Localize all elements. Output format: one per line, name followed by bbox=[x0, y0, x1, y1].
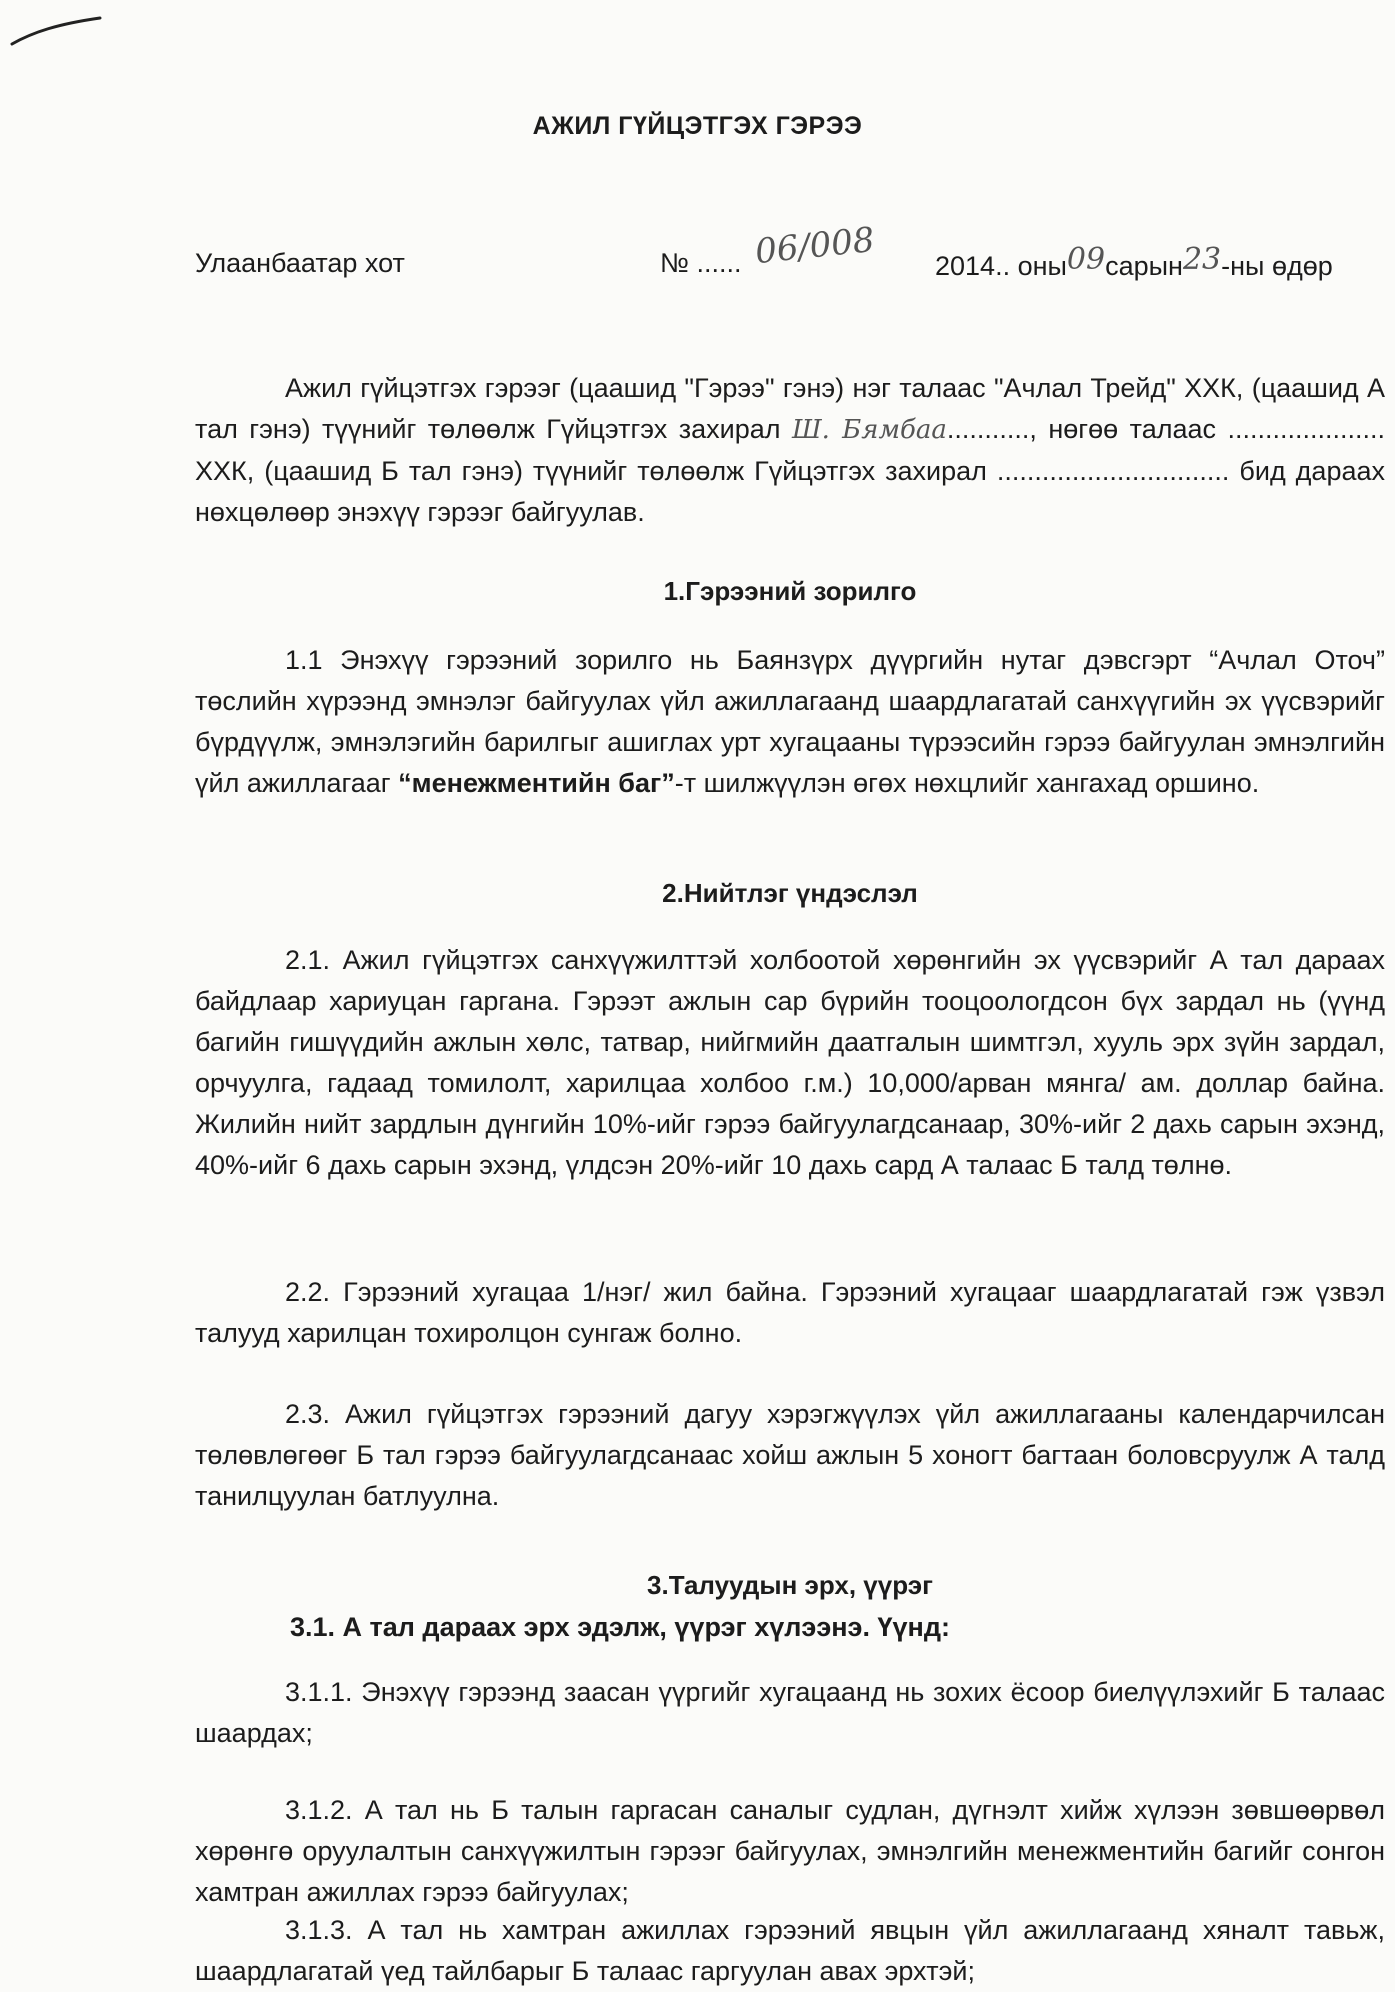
contract-number bbox=[660, 248, 741, 279]
paragraph-3-1-3-text: 3.1.3. А тал нь хамтран ажиллах гэрээний явцын үйл ажиллагаанд хяналт тавьж, шаардлагатай үед тайлбарыг Б талаас гаргуулан авах эрхтэй; bbox=[195, 1915, 1385, 1986]
paragraph-2-3-text: 2.3. Ажил гүйцэтгэх гэрээний дагуу хэрэгжүүлэх үйл ажиллагааны календарчилсан төлөвлөгөөг Б тал гэрээ байгуулагдсанаас хойш ажлын 5 хоногт багтаан боловсруулж А талд танилцуулан батлуулна. bbox=[195, 1399, 1385, 1511]
section-1-bold-text: “менежментийн баг” bbox=[398, 768, 675, 798]
intro-paragraph bbox=[195, 368, 1385, 533]
paragraph-3-1-1-text: 3.1.1. Энэхүү гэрээнд заасан үүргийг хугацаанд нь зохих ёсоор биелүүлэхийг Б талаас шаардах; bbox=[195, 1677, 1385, 1748]
paragraph-2-2-text: 2.2. Гэрээний хугацаа 1/нэг/ жил байна. Гэрээний хугацааг шаардлагатай гэж үзвэл талууд харилцан тохиролцон сунгаж болно. bbox=[195, 1277, 1385, 1348]
date-month-word: сарын bbox=[1105, 251, 1183, 281]
paragraph-2-2 bbox=[195, 1272, 1385, 1354]
paragraph-3-1-1 bbox=[195, 1672, 1385, 1754]
paragraph-2-1 bbox=[195, 940, 1385, 1186]
intro-text-1: Ажил гүйцэтгэх гэрээг (цаашид "Гэрээ" гэнэ) нэг талаас "Ачлал Трейд" ХХК, (цаашид А тал гэнэ) түүнийг төлөөлж Гүйцэтгэх захирал bbox=[195, 373, 1385, 444]
section-1-text-end: -т шилжүүлэн өгөх нөхцлийг хангахад оршино. bbox=[674, 768, 1260, 798]
section-1-heading: 1.Гэрээний зорилго bbox=[663, 576, 917, 606]
number-prefix: № ...... bbox=[660, 248, 742, 278]
dateline bbox=[195, 219, 1385, 288]
section-1-text: 1.1 Энэхүү гэрээний зорилго нь Баянзүрх дүүргийн нутаг дэвсгэрт “Ачлал Оточ” төслийн хүрээнд эмнэлэг байгуулах үйл ажиллагаанд шаардлагатай санхүүгийн эх үүсвэрийг бүрдүүлж, эмнэлэгийн барилгыг ашиглах урт хугацааны түрээсийн гэрээ байгуулан эмнэлгийн үйл ажиллагааг bbox=[195, 645, 1385, 798]
paragraph-3-1-2 bbox=[195, 1790, 1385, 1913]
city-label: Улаанбаатар хот bbox=[195, 248, 405, 278]
handwritten-month: 09 bbox=[1066, 242, 1106, 277]
section-3-1-subheading: 3.1. А тал дараах эрх эдэлж, үүрэг хүлээнэ. Үүнд: bbox=[290, 1612, 950, 1642]
contract-date bbox=[935, 242, 1333, 283]
section-3-heading: 3.Талуудын эрх, үүрэг bbox=[647, 1570, 933, 1600]
section-1-paragraph bbox=[195, 640, 1385, 804]
handwritten-number: 06/008 bbox=[753, 219, 877, 273]
paragraph-3-1-3 bbox=[195, 1910, 1385, 1992]
date-year: 2014.. оны bbox=[935, 251, 1067, 281]
handwritten-day: 23 bbox=[1182, 242, 1222, 277]
intro-text-2: ..........., нөгөө талаас ..................... ХХК, (цаашид Б тал гэнэ) түүнийг төлөөлж Гүйцэтгэх захирал ............................... бид дараах нөхцөлөөр энэхүү гэрээг байгуулав. bbox=[195, 414, 1385, 527]
section-2-heading: 2.Нийтлэг үндэслэл bbox=[662, 878, 918, 908]
paragraph-2-3 bbox=[195, 1394, 1385, 1517]
document-title: АЖИЛ ГҮЙЦЭТГЭХ ГЭРЭЭ bbox=[532, 112, 863, 140]
handwritten-signature: Ш. Бямбаа bbox=[791, 415, 947, 445]
date-day-word: -ны өдөр bbox=[1221, 251, 1333, 281]
paragraph-2-1-text: 2.1. Ажил гүйцэтгэх санхүүжилттэй холбоотой хөрөнгийн эх үүсвэрийг А тал дараах байдлаар хариуцан гаргана. Гэрээт ажлын сар бүрийн тооцоологдсон бүх зардал нь (үүнд багийн гишүүдийн ажлын хөлс, татвар, нийгмийн даатгалын шимтгэл, хууль эрх зүйн зардал, орчуулга, гадаад томилолт, харилцаа холбоо г.м.) 10,000/арван мянга/ ам. доллар байна. Жилийн нийт зардлын дүнгийн 10%-ийг гэрээ байгуулагдсанаар, 30%-ийг 2 дахь сарын эхэнд, 40%-ийг 6 дахь сарын эхэнд, үлдсэн 20%-ийг 10 дахь сард А талаас Б талд төлнө. bbox=[195, 945, 1385, 1180]
paragraph-3-1-2-text: 3.1.2. А тал нь Б талын гаргасан саналыг судлан, дүгнэлт хийж хүлээн зөвшөөрвөл хөрөнгө оруулалтын санхүүжилтын гэрээг байгуулах, эмнэлгийн менежментийн багийг сонгон хамтран ажиллах гэрээ байгуулах; bbox=[195, 1795, 1385, 1907]
pen-stroke-mark bbox=[8, 8, 108, 48]
